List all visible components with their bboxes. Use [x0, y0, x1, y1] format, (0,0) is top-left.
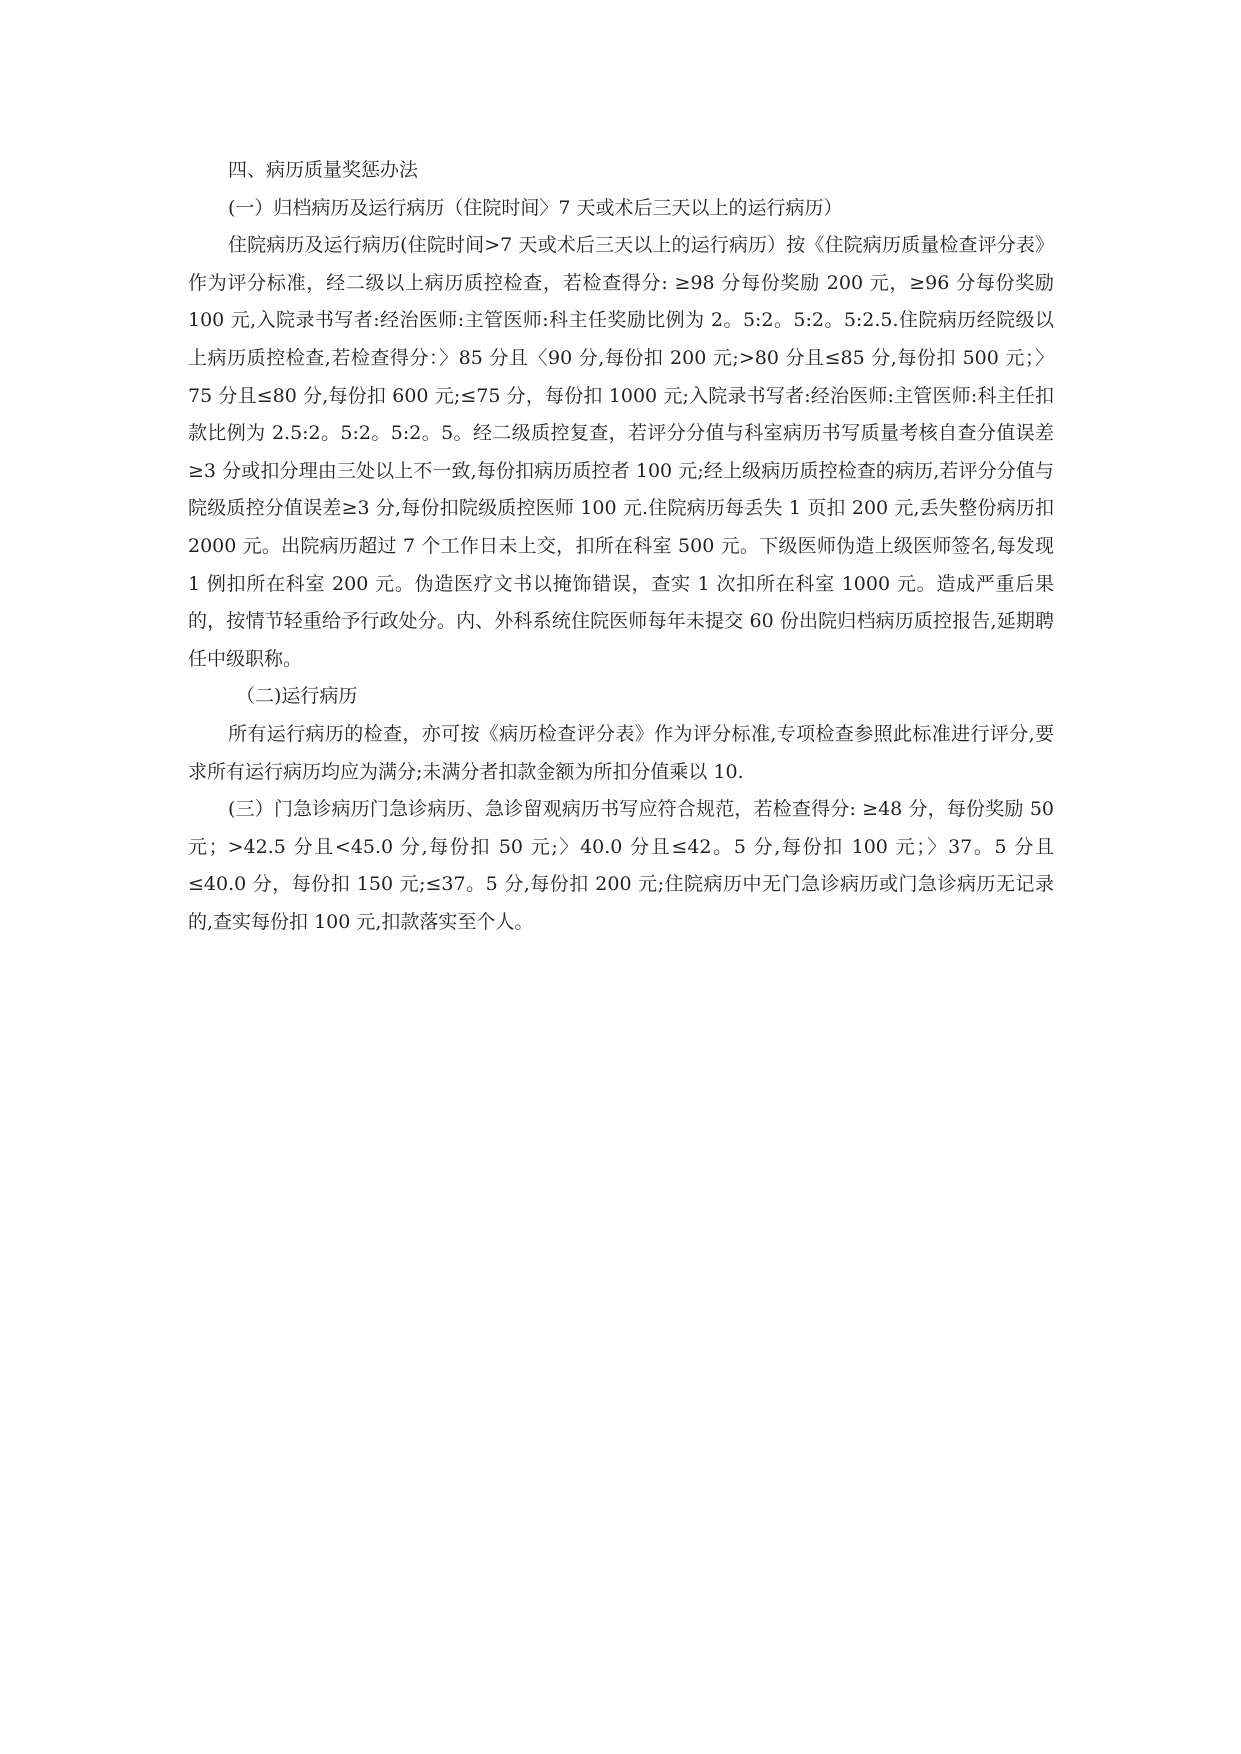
section2-body: 所有运行病历的检查，亦可按《病历检查评分表》作为评分标准,专项检查参照此标准进行评分,要求所有运行病历均应为满分;未满分者扣款金额为所扣分值乘以 10.: [188, 722, 1054, 783]
document-content: [188, 152, 1054, 941]
section1-body: 住院病历及运行病历(住院时间>7 天或术后三天以上的运行病历）按《住院病历质量检查评分表》作为评分标准，经二级以上病历质控检查，若检查得分: ≥98 分每份奖励 200 元，≥96 分每份奖励 100 元,入院录书写者:经治医师:主管医师:科主任奖励比例为 2。5:2。5:2。5:2.5.住院病历经院级以上病历质控检查,若检查得分：〉85 分且〈90 分,每份扣 200 元;>80 分且≤85 分,每份扣 500 元；〉75 分且≤80 分,每份扣 600 元;≤75 分，每份扣 1000 元;入院录书写者:经治医师:主管医师:科主任扣款比例为 2.5:2。5:2。5:2。5。经二级质控复查，若评分分值与科室病历书写质量考核自查分值误差≥3 分或扣分理由三处以上不一致,每份扣病历质控者 100 元;经上级病历质控检查的病历,若评分分值与院级质控分值误差≥3 分,每份扣院级质控医师 100 元.住院病历每丢失 1 页扣 200 元,丢失整份病历扣 2000 元。出院病历超过 7 个工作日未上交，扣所在科室 500 元。下级医师伪造上级医师签名,每发现 1 例扣所在科室 200 元。伪造医疗文书以掩饰错误，查实 1 次扣所在科室 1000 元。造成严重后果的，按情节轻重给予行政处分。内、外科系统住院医师每年未提交 60 份出院归档病历质控报告,延期聘任中级职称。: [188, 234, 1054, 670]
section1-title: (一）归档病历及运行病历（住院时间〉7 天或术后三天以上的运行病历）: [228, 196, 843, 219]
section3-body: (三）门急诊病历门急诊病历、急诊留观病历书写应符合规范，若检查得分: ≥48 分，每份奖励 50 元；>42.5 分且<45.0 分,每份扣 50 元;〉40.0 分且≤42。5 分,每份扣 100 元；〉37。5 分且≤40.0 分，每份扣 150 元;≤37。5 分,每份扣 200 元;住院病历中无门急诊病历或门急诊病历无记录的,查实每份扣 100 元,扣款落实至个人。: [188, 798, 1054, 933]
document-heading: 四、病历质量奖惩办法: [228, 159, 419, 181]
section2-title: （二)运行病历: [236, 685, 358, 708]
